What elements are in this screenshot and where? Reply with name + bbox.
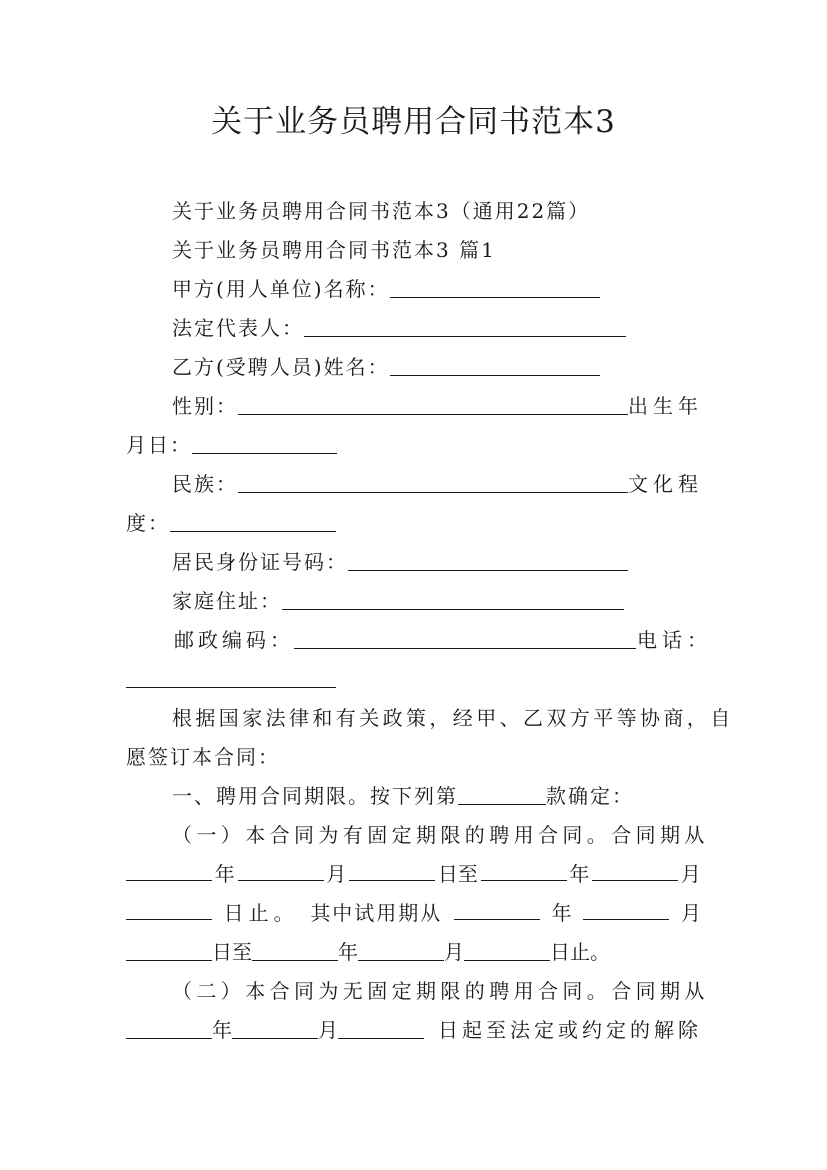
c1-trial-end-day-blank[interactable]	[464, 940, 550, 961]
party-a-line	[172, 275, 600, 303]
legal-rep-line	[172, 314, 626, 342]
phone-blank[interactable]	[126, 667, 336, 688]
intro-paragraph-line2: 愿签订本合同：	[126, 745, 280, 769]
c1-end-year-blank[interactable]	[481, 860, 567, 881]
c2-month-label: 月	[318, 1018, 338, 1042]
intro-paragraph-line1: 根据国家法律和有关政策，经甲、乙双方平等协商，自	[172, 706, 734, 730]
c1-trial-day-to-label: 日至	[212, 940, 252, 964]
phone-line	[126, 665, 336, 693]
party-a-name-blank[interactable]	[390, 277, 600, 298]
gender-birth-line	[172, 392, 702, 420]
c1-end-month-blank[interactable]	[592, 860, 678, 881]
c1-trial-end-month-label: 月	[444, 940, 464, 964]
education-label-part2: 度：	[126, 511, 170, 535]
clause2-line2	[126, 1016, 702, 1044]
c2-start-month-blank[interactable]	[232, 1018, 318, 1039]
clause1-line4	[126, 938, 610, 966]
id-number-line	[172, 548, 628, 576]
phone-label: 电话：	[637, 628, 712, 652]
education-line	[126, 509, 336, 537]
c1-trial-end-year-label: 年	[338, 940, 358, 964]
legal-rep-blank[interactable]	[304, 316, 626, 337]
c2-start-year-blank[interactable]	[126, 1018, 212, 1039]
c1-month-label: 月	[326, 862, 347, 886]
birth-label-part1: 出生年	[628, 394, 703, 418]
id-number-blank[interactable]	[348, 550, 628, 571]
c2-start-day-blank[interactable]	[338, 1018, 424, 1039]
education-label-part1: 文化程	[628, 472, 703, 496]
clause2-line1: （二）本合同为无固定期限的聘用合同。合同期从	[172, 979, 709, 1003]
c1-trial-end-label: 日止。	[550, 940, 610, 964]
section1-line	[172, 782, 634, 810]
c1-trial-label: 其中试用期从	[310, 901, 443, 925]
c1-month-label-2: 月	[680, 862, 701, 886]
clause1-line3	[126, 899, 701, 927]
address-line	[172, 587, 624, 615]
clause1-line2	[126, 860, 701, 888]
c1-trial-day-blank[interactable]	[126, 940, 212, 961]
c2-year-label: 年	[212, 1018, 232, 1042]
c1-start-year-blank[interactable]	[126, 860, 212, 881]
postcode-phone-line	[174, 626, 712, 654]
c1-trial-month-blank[interactable]	[583, 899, 669, 920]
party-b-name-label: 乙方(受聘人员)姓名：	[172, 355, 390, 379]
c1-day-to-label: 日至	[437, 862, 478, 886]
c1-day-end-label: 日止。	[223, 901, 299, 925]
ethnicity-education-line	[172, 470, 702, 498]
ethnicity-label: 民族：	[172, 472, 238, 496]
party-b-name-blank[interactable]	[390, 355, 600, 376]
birth-date-blank[interactable]	[192, 433, 337, 454]
postcode-label: 邮政编码：	[174, 628, 294, 652]
section1-text: 一、聘用合同期限。按下列第	[172, 784, 458, 808]
clause1-line1: （一）本合同为有固定期限的聘用合同。合同期从	[172, 823, 709, 847]
c1-trial-year-label: 年	[551, 901, 572, 925]
gender-blank[interactable]	[238, 394, 628, 415]
postcode-blank[interactable]	[294, 628, 636, 649]
c1-start-day-blank[interactable]	[349, 860, 435, 881]
c1-trial-end-month-blank[interactable]	[358, 940, 444, 961]
gender-label: 性别：	[172, 394, 238, 418]
c1-trial-month-label: 月	[680, 901, 701, 925]
id-number-label: 居民身份证号码：	[172, 550, 348, 574]
chapter-heading: 关于业务员聘用合同书范本3 篇1	[172, 238, 496, 262]
party-a-name-label: 甲方(用人单位)名称：	[172, 277, 390, 301]
section1-text-end: 款确定：	[546, 784, 634, 808]
c1-start-month-blank[interactable]	[238, 860, 324, 881]
c2-from-to-label: 日起至法定或约定的解除	[438, 1018, 702, 1042]
ethnicity-blank[interactable]	[238, 472, 628, 493]
c1-trial-year-blank[interactable]	[454, 899, 540, 920]
c1-year-label-2: 年	[569, 862, 590, 886]
education-blank[interactable]	[170, 511, 336, 532]
c1-trial-end-year-blank[interactable]	[252, 940, 338, 961]
address-blank[interactable]	[282, 589, 624, 610]
legal-rep-label: 法定代表人：	[172, 316, 304, 340]
document-title: 关于业务员聘用合同书范本3	[211, 104, 616, 140]
section1-clause-blank[interactable]	[458, 784, 546, 805]
subtitle-line: 关于业务员聘用合同书范本3（通用22篇）	[172, 199, 591, 223]
c1-end-day-blank[interactable]	[126, 899, 212, 920]
birth-line	[126, 431, 337, 459]
birth-label-part2: 月日：	[126, 433, 192, 457]
c1-year-label: 年	[214, 862, 235, 886]
party-b-line	[172, 353, 600, 381]
address-label: 家庭住址：	[172, 589, 282, 613]
